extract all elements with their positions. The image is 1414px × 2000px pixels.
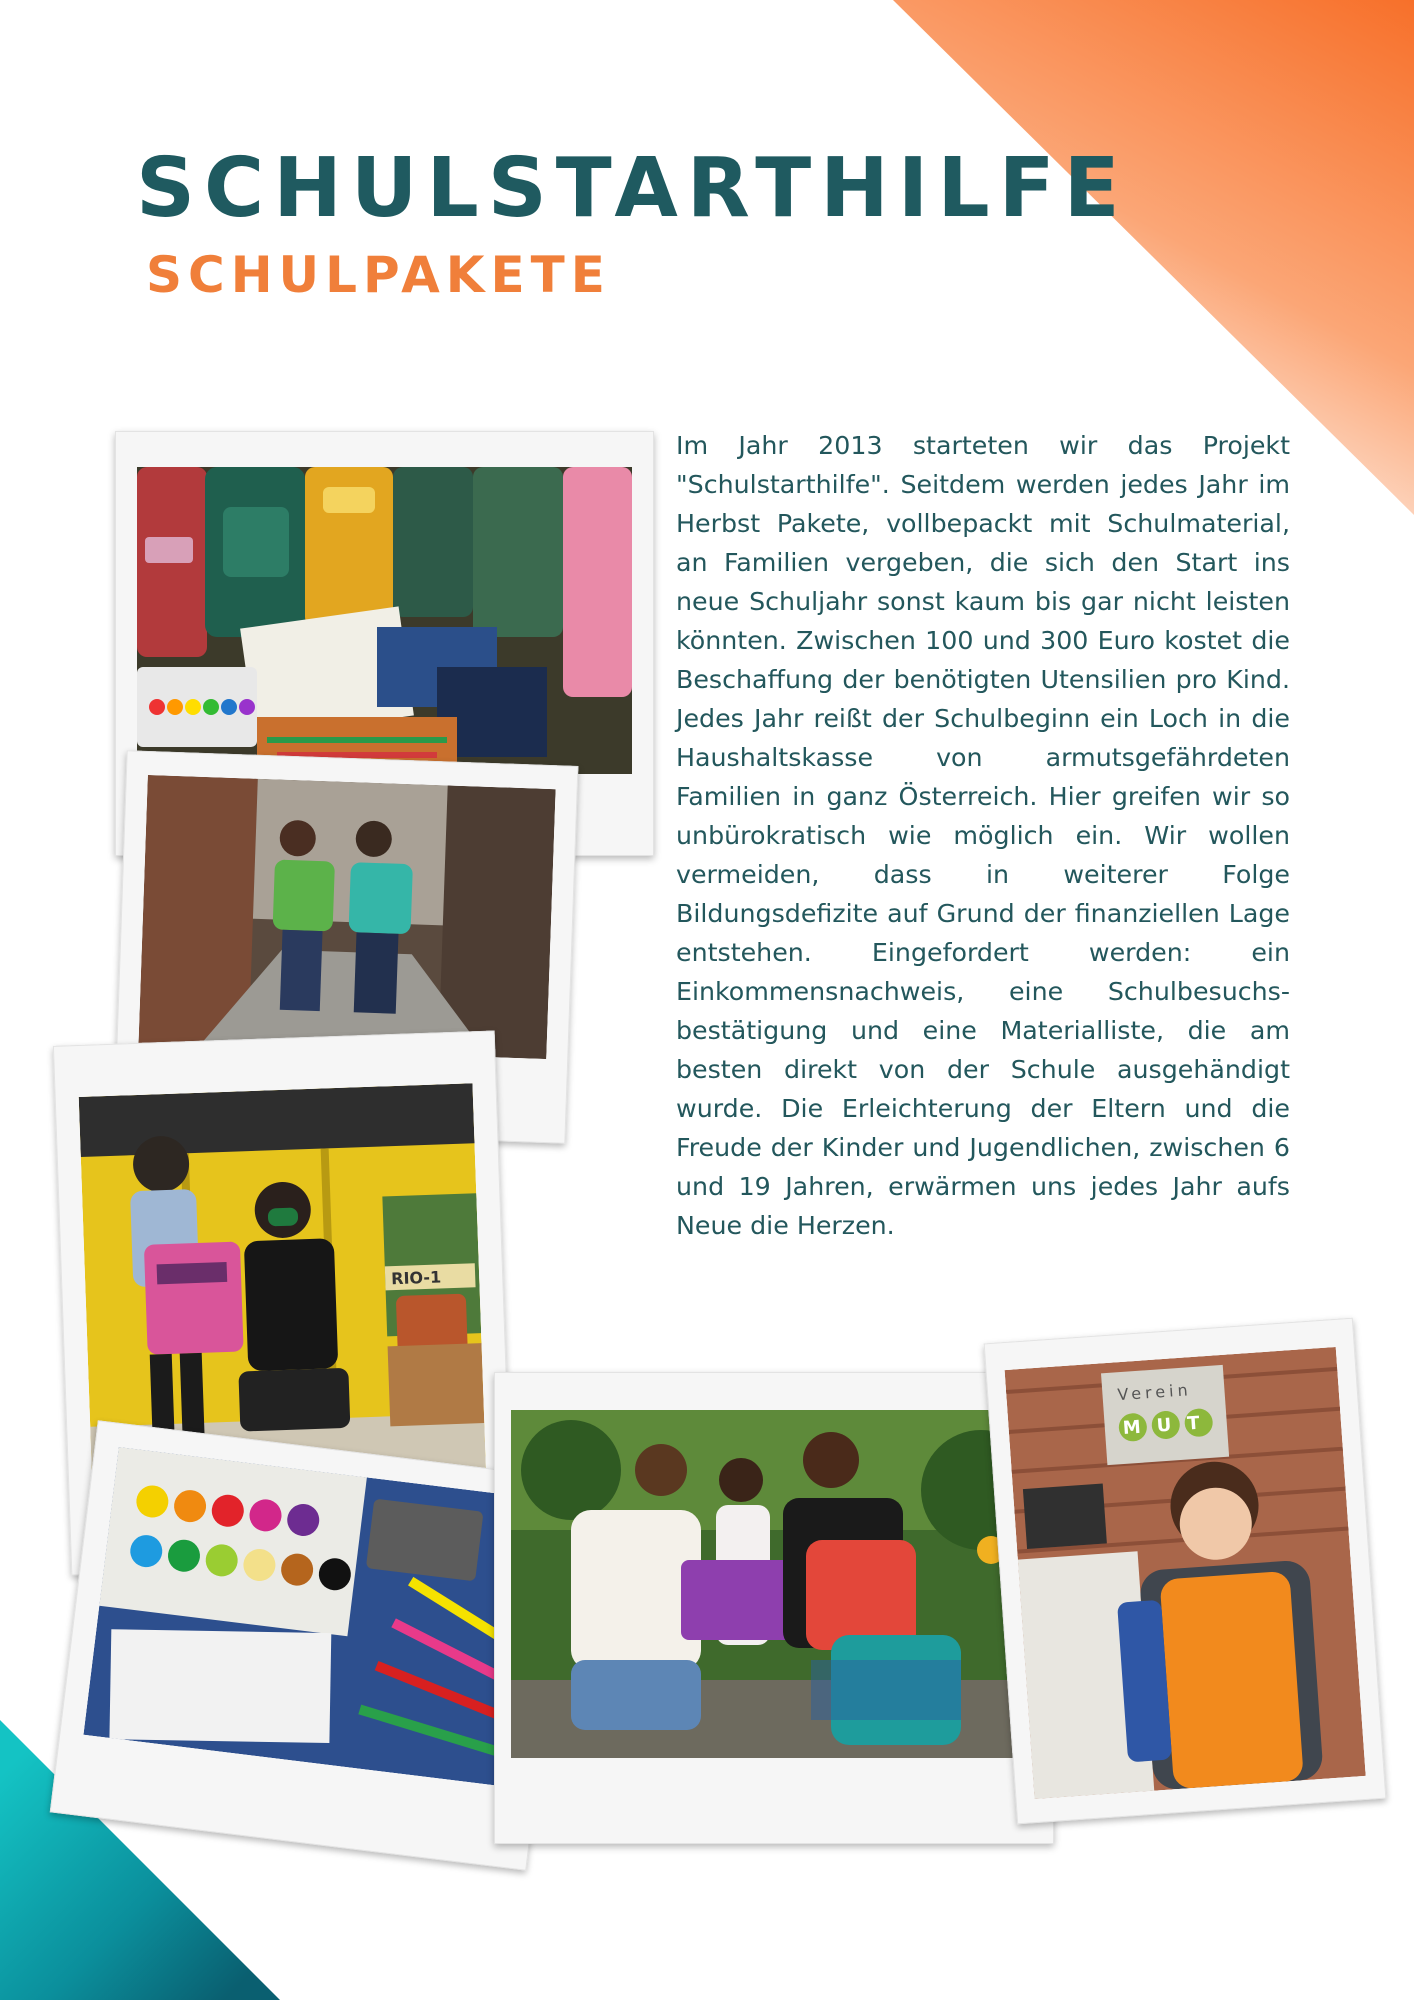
project-description: Im Jahr 2013 starteten wir das Projekt "Schulstarthilfe". Seitdem werden jedes Jahr im Herbst Pakete, vollbepackt mit Schulmaterial, an Familien vergeben, die sich den Start ins neue Schuljahr sonst kaum bis gar nicht leisten könnten. Zwischen 100 und 300 Euro kostet die Beschaffung der benötigten Utensilien pro Kind. Jedes Jahr reißt der Schulbeginn ein Loch in die Haushaltskasse von armutsgefährdeten Familien in ganz Österreich. Hier greifen wir so unbürokratisch wie möglich ein. Wir wollen vermeiden, dass in weiterer Folge Bildungsdefizite auf Grund der finanziellen Lage entstehen. Eingefordert werden: ein Einkommensnachweis, eine Schulbesuchs-bestätigung und eine Materialliste, die am besten direkt von der Schule ausgehändigt wurde. Die Erleichterung der Eltern und die Freude der Kinder und Jugendlichen, zwischen 6 und 19 Jahren, erwärmen uns jedes Jahr aufs Neue die Herzen. bbox=[676, 431, 1290, 1240]
photo-boy-mut-sign bbox=[984, 1318, 1387, 1825]
photo-women-girl-backpacks bbox=[494, 1372, 1054, 1844]
page-title: SCHULSTARTHILFE bbox=[136, 141, 1129, 236]
sign-mut-text: MUT bbox=[1122, 1411, 1217, 1439]
sign-verein-text: Verein bbox=[1116, 1380, 1193, 1405]
page-subtitle: SCHULPAKETE bbox=[146, 246, 611, 304]
photo-plate-text: RIO-1 bbox=[390, 1267, 442, 1289]
